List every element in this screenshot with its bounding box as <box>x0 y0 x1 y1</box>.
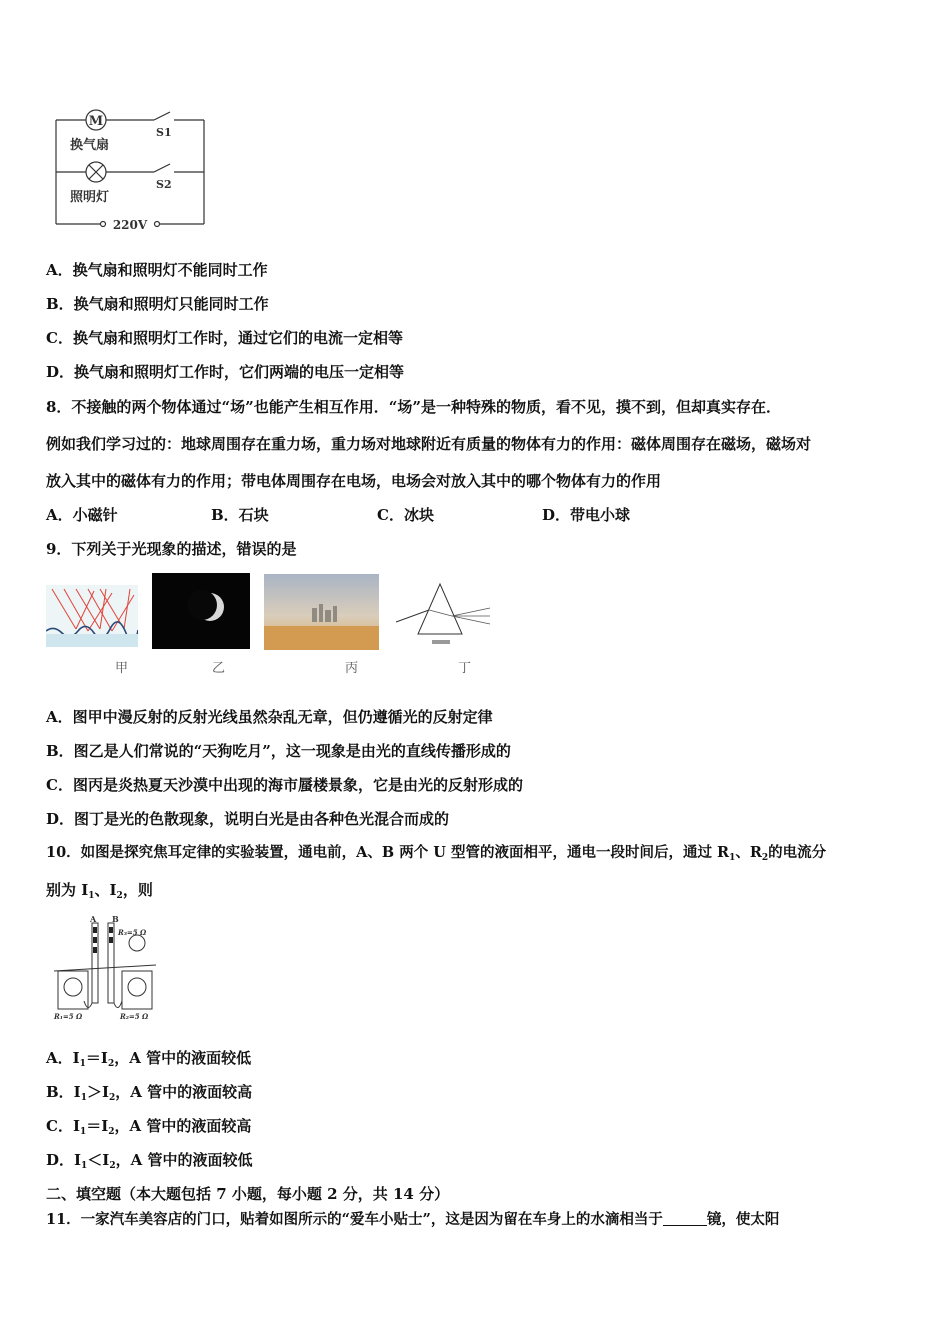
caption-jia: 甲 <box>115 661 129 676</box>
q8-stem-line3: 放入其中的磁体有力的作用；带电体周围存在电场，电场会对放入其中的哪个物体有力的作用 <box>46 472 662 490</box>
svg-text:B: B <box>112 914 119 924</box>
q9-option-b: B．图乙是人们常说的“天狗吃月”，这一现象是由光的直线传播形成的 <box>46 742 511 760</box>
svg-text:照明灯: 照明灯 <box>70 190 110 205</box>
svg-text:A: A <box>90 914 97 924</box>
figure-prism-dispersion <box>392 578 496 650</box>
q8-option-a: A．小磁针 <box>46 506 118 524</box>
figure-diffuse-reflection <box>46 585 138 647</box>
q10-option-a: A．$I_1=I_2$，A 管中的液面较低 <box>46 1049 252 1069</box>
q9-option-d: D．图丁是光的色散现象，说明白光是由各种色光混合而成的 <box>46 810 450 828</box>
svg-text:R₁=5 Ω: R₁=5 Ω <box>54 1012 83 1021</box>
q8-stem-line2: 例如我们学习过的：地球周围存在重力场，重力场对地球附近有质量的物体有力的作用：磁体周围存在磁场，磁场对 <box>46 435 812 453</box>
answer-blank[interactable] <box>663 1211 707 1226</box>
section2-heading: 二、填空题（本大题包括 7 小题，每小题 2 分，共 14 分） <box>46 1185 450 1203</box>
caption-bing: 丙 <box>345 661 359 676</box>
figure-mirage <box>264 574 379 650</box>
q8-option-c: C．冰块 <box>377 506 434 524</box>
caption-yi: 乙 <box>212 661 226 676</box>
q7-option-b: B．换气扇和照明灯只能同时工作 <box>46 295 269 313</box>
svg-text:R₃=5 Ω: R₃=5 Ω <box>118 928 147 937</box>
q8-option-b: B．石块 <box>211 506 269 524</box>
q10-option-d: D．$I_1<I_2$，A 管中的液面较低 <box>46 1151 253 1171</box>
q7-option-c: C．换气扇和照明灯工作时，通过它们的电流一定相等 <box>46 329 403 347</box>
joule-law-apparatus <box>50 913 160 1023</box>
svg-text:S2: S2 <box>156 178 172 191</box>
q10-stem-line2: 别为 $I_1$、$I_2$，则 <box>46 881 153 901</box>
svg-text:R₂=5 Ω: R₂=5 Ω <box>120 1012 149 1021</box>
q9-stem: 9．下列关于光现象的描述，错误的是 <box>46 540 297 558</box>
q11-stem: 11．一家汽车美容店的门口，贴着如图所示的“爱车小贴士”，这是因为留在车身上的水滴相当于 镜，使太阳 <box>46 1211 780 1228</box>
q9-option-c: C．图丙是炎热夏天沙漠中出现的海市蜃楼景象，它是由光的反射形成的 <box>46 776 523 794</box>
circuit-diagram <box>50 104 210 234</box>
q10-option-c: C．$I_1=I_2$，A 管中的液面较高 <box>46 1117 252 1137</box>
q8-stem-line1: 8．不接触的两个物体通过“场”也能产生相互作用．“场”是一种特殊的物质，看不见，摸不到，但却真实存在． <box>46 398 781 416</box>
q7-option-d: D．换气扇和照明灯工作时，它们两端的电压一定相等 <box>46 363 405 381</box>
q9-option-a: A．图甲中漫反射的反射光线虽然杂乱无章，但仍遵循光的反射定律 <box>46 708 493 726</box>
figure-lunar-eclipse <box>152 573 250 649</box>
svg-text:M: M <box>88 114 104 129</box>
q10-option-b: B．$I_1>I_2$，A 管中的液面较高 <box>46 1083 253 1103</box>
caption-ding: 丁 <box>458 661 472 676</box>
q7-option-a: A．换气扇和照明灯不能同时工作 <box>46 261 268 279</box>
svg-text:S1: S1 <box>156 126 172 139</box>
q10-stem-line1: 10．如图是探究焦耳定律的实验装置，通电前，A、B 两个 U 型管的液面相平，通电一段时间后，通过 $R_1$、$R_2$的电流分 <box>46 844 827 863</box>
svg-text:220V: 220V <box>112 218 148 232</box>
q8-option-d: D．带电小球 <box>542 506 631 524</box>
svg-text:换气扇: 换气扇 <box>70 138 110 153</box>
